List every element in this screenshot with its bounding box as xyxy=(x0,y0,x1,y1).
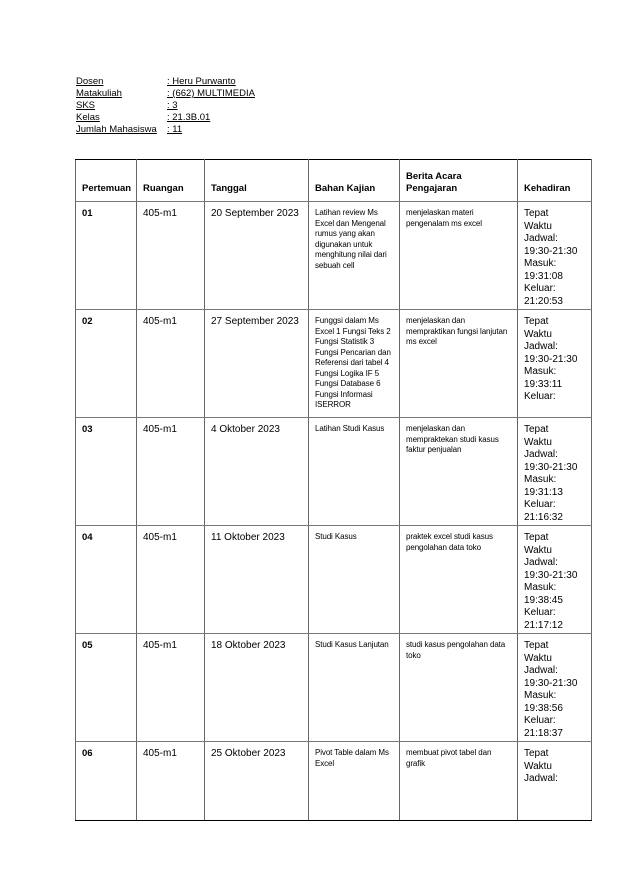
cell-bahan-kajian: Latihan review Ms Excel dan Mengenal rumus yang akan digunakan untuk menghitung nilai dari sebuah cell xyxy=(309,202,400,310)
kehadiran-line: Jadwal: xyxy=(524,773,558,784)
cell-bahan-kajian: Latihan Studi Kasus xyxy=(309,418,400,526)
cell-tanggal: 11 Oktober 2023 xyxy=(205,526,309,634)
info-value: : Heru Purwanto xyxy=(167,76,236,87)
kehadiran-line: Waktu xyxy=(524,328,552,340)
cell-pertemuan: 02 xyxy=(76,310,137,418)
info-key: Matakuliah xyxy=(76,88,122,99)
header-pertemuan: Pertemuan xyxy=(76,160,137,202)
kehadiran-line: Waktu xyxy=(524,220,552,232)
cell-ruangan: 405-m1 xyxy=(137,634,205,742)
kehadiran-line: Masuk: xyxy=(524,474,557,485)
cell-tanggal: 25 Oktober 2023 xyxy=(205,742,309,821)
kehadiran-line: Tepat xyxy=(524,748,549,759)
cell-kehadiran xyxy=(518,202,592,310)
cell-berita-acara: membuat pivot tabel dan grafik xyxy=(400,742,518,821)
kehadiran-line: Jadwal: xyxy=(524,449,558,460)
kehadiran-line: 21:18:37 xyxy=(524,727,563,739)
header-ruangan: Ruangan xyxy=(137,160,205,202)
cell-berita-acara: menjelaskan dan mempraktekan studi kasus faktur penjualan xyxy=(400,418,518,526)
info-key: Dosen xyxy=(76,76,104,87)
kehadiran-line: Masuk: xyxy=(524,582,557,593)
cell-tanggal: 27 September 2023 xyxy=(205,310,309,418)
info-row-dosen xyxy=(76,76,255,88)
cell-berita-acara: praktek excel studi kasus pengolahan data toko xyxy=(400,526,518,634)
kehadiran-line: 19:38:56 xyxy=(524,702,563,714)
info-value: : 3 xyxy=(167,100,178,111)
table-header-row xyxy=(76,160,592,202)
cell-tanggal: 20 September 2023 xyxy=(205,202,309,310)
kehadiran-line: Waktu xyxy=(524,652,552,664)
cell-kehadiran xyxy=(518,526,592,634)
kehadiran-line: 19:30-21:30 xyxy=(524,569,578,581)
kehadiran-line: 19:30-21:30 xyxy=(524,353,578,365)
header-berita-acara: Berita Acara Pengajaran xyxy=(400,160,518,202)
cell-berita-acara: menjelaskan dan mempraktikan fungsi lanjutan ms excel xyxy=(400,310,518,418)
kehadiran-line: Jadwal: xyxy=(524,341,558,352)
header-kehadiran: Kehadiran xyxy=(518,160,592,202)
kehadiran-line: Masuk: xyxy=(524,258,557,269)
info-key: Kelas xyxy=(76,112,100,123)
kehadiran-line: Waktu xyxy=(524,760,552,772)
kehadiran-line: Keluar: xyxy=(524,499,556,510)
kehadiran-line: Keluar: xyxy=(524,715,556,726)
kehadiran-line: Keluar: xyxy=(524,283,556,294)
info-key: SKS xyxy=(76,100,96,111)
info-value: : 21.3B.01 xyxy=(167,112,211,123)
cell-kehadiran xyxy=(518,634,592,742)
table-row xyxy=(76,742,592,821)
kehadiran-line: 19:30-21:30 xyxy=(524,461,578,473)
kehadiran-line: Masuk: xyxy=(524,690,557,701)
info-value: : 11 xyxy=(167,124,183,135)
table-row xyxy=(76,202,592,310)
kehadiran-line: Jadwal: xyxy=(524,233,558,244)
kehadiran-line: Waktu xyxy=(524,436,552,448)
cell-ruangan: 405-m1 xyxy=(137,742,205,821)
cell-kehadiran xyxy=(518,310,592,418)
kehadiran-line: Masuk: xyxy=(524,366,557,377)
cell-berita-acara: menjelaskan materi pengenalam ms excel xyxy=(400,202,518,310)
info-row-jumlah-mahasiswa xyxy=(76,124,255,136)
table-row xyxy=(76,418,592,526)
attendance-table xyxy=(75,159,592,821)
cell-ruangan: 405-m1 xyxy=(137,310,205,418)
header-tanggal: Tanggal xyxy=(205,160,309,202)
info-row-matakuliah xyxy=(76,88,255,100)
kehadiran-line: 21:16:32 xyxy=(524,511,563,523)
table-body xyxy=(76,202,592,821)
kehadiran-line: Tepat xyxy=(524,316,549,327)
cell-pertemuan: 06 xyxy=(76,742,137,821)
kehadiran-line: Jadwal: xyxy=(524,557,558,568)
table-row xyxy=(76,526,592,634)
cell-pertemuan: 05 xyxy=(76,634,137,742)
kehadiran-line: Keluar: xyxy=(524,391,556,402)
kehadiran-line: 19:30-21:30 xyxy=(524,677,578,689)
kehadiran-line: Waktu xyxy=(524,544,552,556)
info-key: Jumlah Mahasiswa xyxy=(76,124,157,135)
cell-berita-acara: studi kasus pengolahan data toko xyxy=(400,634,518,742)
info-row-kelas xyxy=(76,112,255,124)
kehadiran-line: Tepat xyxy=(524,532,549,543)
kehadiran-line: 21:17:12 xyxy=(524,619,563,631)
cell-ruangan: 405-m1 xyxy=(137,202,205,310)
kehadiran-line: Tepat xyxy=(524,424,549,435)
kehadiran-line: 21:20:53 xyxy=(524,295,563,307)
cell-tanggal: 4 Oktober 2023 xyxy=(205,418,309,526)
kehadiran-line: 19:38:45 xyxy=(524,594,563,606)
table-row xyxy=(76,634,592,742)
cell-tanggal: 18 Oktober 2023 xyxy=(205,634,309,742)
cell-ruangan: 405-m1 xyxy=(137,526,205,634)
cell-pertemuan: 01 xyxy=(76,202,137,310)
kehadiran-line: Tepat xyxy=(524,640,549,651)
kehadiran-line: 19:31:08 xyxy=(524,270,563,282)
cell-pertemuan: 04 xyxy=(76,526,137,634)
header-bahan-kajian: Bahan Kajian xyxy=(309,160,400,202)
cell-ruangan: 405-m1 xyxy=(137,418,205,526)
cell-bahan-kajian: Studi Kasus xyxy=(309,526,400,634)
cell-bahan-kajian: Pivot Table dalam Ms Excel xyxy=(309,742,400,821)
cell-pertemuan: 03 xyxy=(76,418,137,526)
kehadiran-line: Tepat xyxy=(524,208,549,219)
kehadiran-line: Keluar: xyxy=(524,607,556,618)
course-info xyxy=(76,76,255,136)
kehadiran-line: 19:31:13 xyxy=(524,486,563,498)
cell-bahan-kajian: Studi Kasus Lanjutan xyxy=(309,634,400,742)
cell-kehadiran xyxy=(518,742,592,821)
info-value: : (662) MULTIMEDIA xyxy=(167,88,255,99)
info-row-sks xyxy=(76,100,255,112)
cell-bahan-kajian: Funggsi dalam Ms Excel 1 Fungsi Teks 2 Fungsi Statistik 3 Fungsi Pencarian dan Referensi dari tabel 4 Fungsi Logika IF 5 Fungsi Database 6 Fungsi Informasi ISERROR xyxy=(309,310,400,418)
cell-kehadiran xyxy=(518,418,592,526)
kehadiran-line: 19:30-21:30 xyxy=(524,245,578,257)
kehadiran-line: 19:33:11 xyxy=(524,378,563,390)
table-row xyxy=(76,310,592,418)
kehadiran-line: Jadwal: xyxy=(524,665,558,676)
